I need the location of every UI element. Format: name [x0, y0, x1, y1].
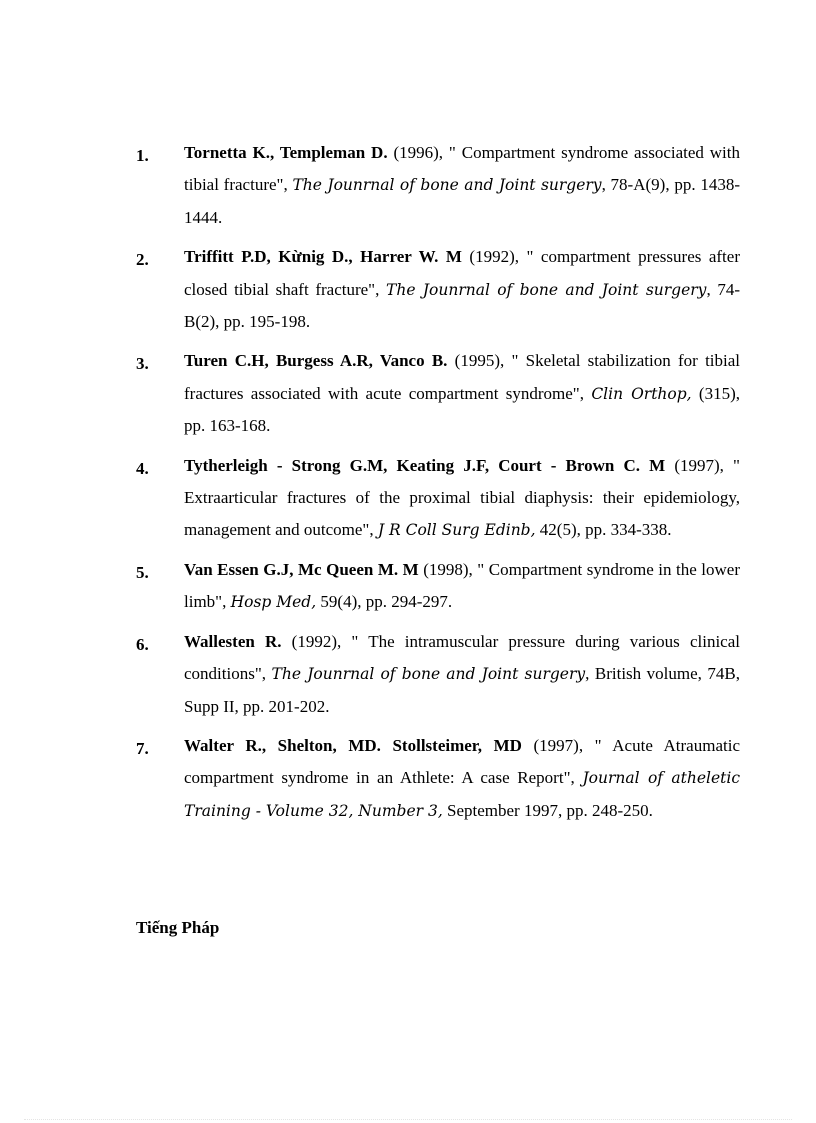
reference-authors: Tornetta K., Templeman D.	[184, 143, 388, 162]
reference-details: (1995), " Skeletal stabilization for tibial fractures associated with acute compartment syndrome",	[184, 351, 741, 403]
reference-citation: , 74-B(2), pp. 195-198.	[184, 279, 740, 332]
reference-details: (1992), " The intramuscular pressure during various clinical conditions",	[184, 631, 740, 684]
reference-journal: The Jounrnal of bone and Joint surgery	[292, 176, 602, 195]
reference-number: 2.	[136, 250, 149, 270]
reference-item	[136, 241, 740, 338]
reference-text	[184, 450, 740, 547]
section-heading: Tiếng Pháp	[136, 918, 220, 937]
reference-number: 7.	[136, 738, 149, 758]
reference-authors: Triffitt P.D, Kừnig D., Harrer W. M	[184, 247, 462, 267]
reference-details: (1997), " Acute Atraumatic compartment syndrome in an Athlete: A case Report",	[184, 735, 740, 788]
reference-text	[184, 241, 740, 338]
reference-citation: (315), pp. 163-168.	[184, 383, 740, 436]
page-bottom-divider	[24, 1119, 792, 1120]
reference-journal: Journal of atheletic Training - Volume 32, Number 3,	[184, 769, 740, 820]
reference-authors: Wallesten R.	[184, 631, 282, 651]
reference-number: 1.	[136, 146, 149, 165]
reference-text	[184, 554, 740, 619]
reference-journal: J R Coll Surg Edinb,	[377, 521, 536, 540]
reference-text	[184, 730, 740, 827]
reference-journal: The Jounrnal of bone and Joint surgery	[386, 280, 707, 299]
reference-authors: Tytherleigh - Strong G.M, Keating J.F, Court - Brown C. M	[184, 455, 666, 475]
reference-authors: Turen C.H, Burgess A.R, Vanco B.	[184, 351, 448, 371]
reference-number: 5.	[136, 562, 149, 582]
reference-details: (1996), " Compartment syndrome associated with tibial fracture",	[184, 143, 741, 195]
reference-item	[136, 450, 740, 547]
reference-list	[136, 137, 740, 834]
reference-journal: Hosp Med,	[230, 593, 317, 612]
reference-citation: , 78-A(9), pp. 1438-1444.	[184, 175, 740, 227]
reference-text	[184, 137, 740, 234]
reference-number: 3.	[136, 354, 149, 374]
reference-item	[136, 345, 740, 442]
reference-number: 6.	[136, 634, 149, 654]
reference-item	[136, 730, 740, 827]
reference-text	[184, 345, 740, 442]
reference-details: (1998), " Compartment syndrome in the lower limb",	[184, 559, 740, 612]
reference-item	[136, 137, 740, 234]
reference-journal: The Jounrnal of bone and Joint surgery	[271, 665, 586, 684]
reference-citation: 42(5), pp. 334-338.	[535, 520, 672, 540]
reference-authors: Van Essen G.J, Mc Queen M. M	[184, 559, 419, 579]
reference-authors: Walter R., Shelton, MD. Stollsteimer, MD	[184, 735, 522, 755]
reference-details: (1997), " Extraarticular fractures of the proximal tibial diaphysis: their epidemiology, management and outcome",	[184, 455, 740, 540]
reference-item	[136, 626, 740, 723]
reference-text	[184, 626, 740, 723]
reference-number: 4.	[136, 458, 149, 478]
reference-citation: September 1997, pp. 248-250.	[442, 800, 653, 820]
reference-journal: Clin Orthop,	[591, 384, 692, 403]
reference-item	[136, 554, 740, 619]
reference-citation: , British volume, 74B, Supp II, pp. 201-202.	[184, 664, 740, 716]
reference-citation: 59(4), pp. 294-297.	[316, 592, 453, 612]
reference-details: (1992), " compartment pressures after closed tibial shaft fracture",	[184, 247, 740, 299]
